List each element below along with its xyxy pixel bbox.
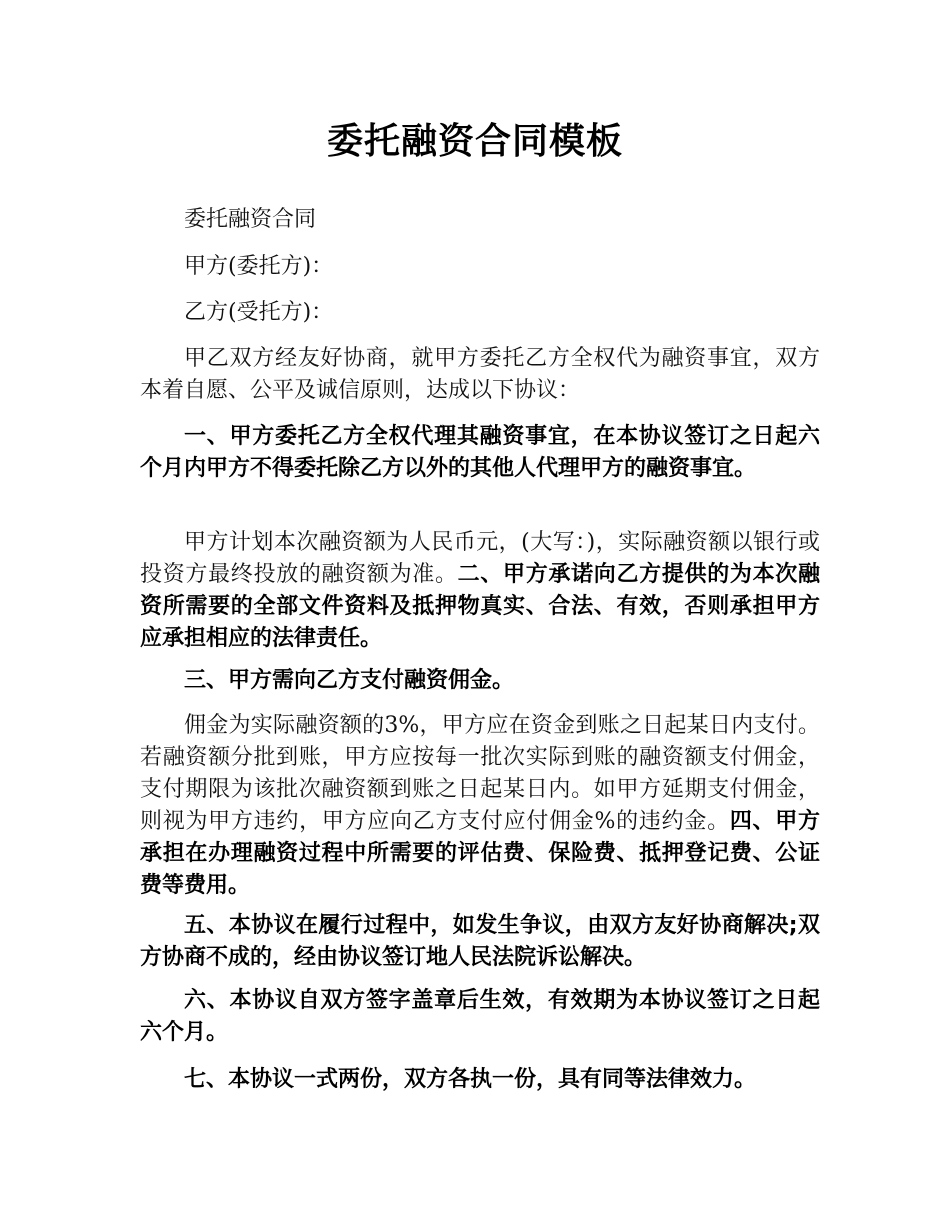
heading-line: 委托融资合同 — [184, 207, 317, 232]
clause-7: 七、本协议一式两份，双方各执一份，具有同等法律效力。 — [184, 1067, 757, 1092]
clause-2: 二、甲方承诺向乙方提供的为本次融资所需要的全部文件资料及抵押物真实、合法、有效，否则承担甲方应承担相应的法律责任。 — [140, 562, 820, 651]
party-b-line: 乙方(受托方)： — [184, 300, 334, 325]
document-title: 委托融资合同模板 — [326, 121, 623, 162]
clause-1: 一、甲方委托乙方全权代理其融资事宜，在本协议签订之日起六个月内甲方不得委托除乙方以外的其他人代理甲方的融资事宜。 — [140, 424, 820, 481]
clause-3: 三、甲方需向乙方支付融资佣金。 — [184, 668, 515, 693]
clause-4: 四、甲方承担在办理融资过程中所需要的评估费、保险费、抵押登记费、公证费等费用。 — [140, 809, 820, 898]
commission-and-clause-4-paragraph — [140, 710, 820, 902]
amount-text: 甲方计划本次融资额为人民币元，(大写：)，实际融资额以银行或投资方最终投放的融资额为准。 — [140, 530, 820, 587]
commission-text: 佣金为实际融资额的3%，甲方应在资金到账之日起某日内支付。若融资额分批到账，甲方应按每一批次实际到账的融资额支付佣金，支付期限为该批次融资额到账之日起某日内。如甲方延期支付佣金，则视为甲方违约，甲方应向乙方支付应付佣金%的违约金。 — [140, 713, 820, 834]
preamble-paragraph: 甲乙双方经友好协商，就甲方委托乙方全权代为融资事宜，双方本着自愿、公平及诚信原则，达成以下协议： — [140, 346, 820, 403]
party-a-line: 甲方(委托方)： — [184, 254, 334, 279]
clause-6: 六、本协议自双方签字盖章后生效，有效期为本协议签订之日起六个月。 — [140, 988, 820, 1045]
amount-and-clause-2-paragraph — [140, 527, 820, 655]
clause-5: 五、本协议在履行过程中，如发生争议，由双方友好协商解决;双方协商不成的，经由协议签订地人民法院诉讼解决。 — [140, 913, 820, 970]
